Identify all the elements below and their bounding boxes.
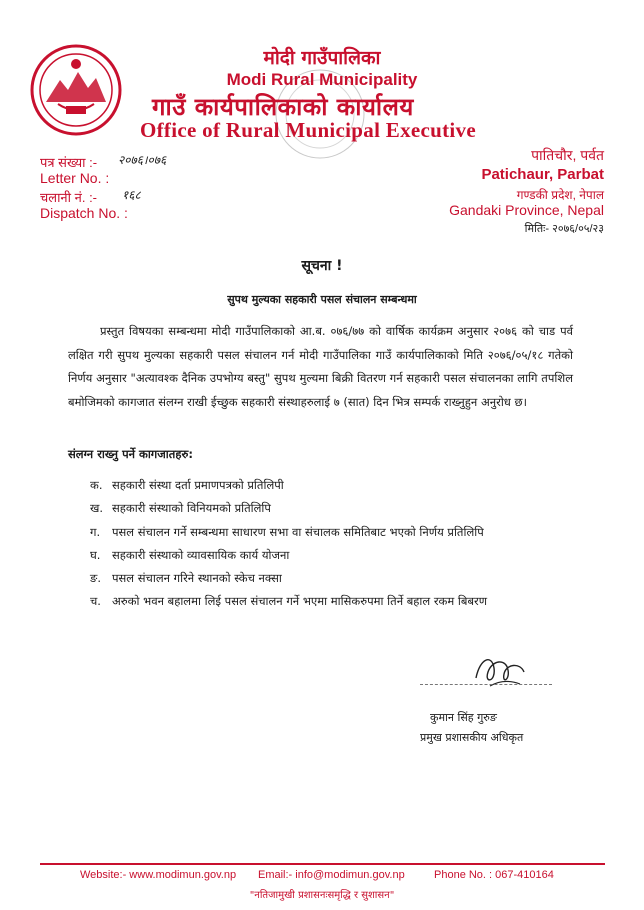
footer-divider (40, 863, 605, 865)
municipality-name-np: मोदी गाउँपालिका (263, 47, 381, 69)
list-item: ग. पसल संचालन गर्ने सम्बन्धमा साधारण सभा वा संचालक समितिबाट भएको निर्णय प्रतिलिपि (90, 524, 484, 539)
signature-line (420, 684, 552, 685)
notice-subject: सुपथ मुल्यका सहकारी पसल संचालन सम्बन्धमा (227, 293, 417, 306)
date: मितिः- २०७६/०५/२३ (524, 223, 604, 235)
place-en: Patichaur, Parbat (481, 166, 604, 183)
footer-phone: Phone No. : 067-410164 (434, 869, 554, 881)
list-item: घ. सहकारी संस्थाको व्यावसायिक कार्य योजना (90, 547, 290, 562)
signatory-title: प्रमुख प्रशासकीय अधिकृत (420, 731, 524, 744)
letter-no-value: २०७६।०७६ (118, 153, 167, 167)
list-item: ङ. पसल संचालन गरिने स्थानको स्केच नक्सा (90, 571, 282, 586)
letter-no-label-en: Letter No. : (40, 170, 110, 186)
province-en: Gandaki Province, Nepal (449, 202, 604, 218)
footer-motto: "नतिजामुखी प्रशासनःसमृद्धि र सुशासन" (249, 890, 395, 901)
list-item: क. सहकारी संस्था दर्ता प्रमाणपत्रको प्रतिलिपी (90, 478, 284, 492)
office-name-en: Office of Rural Municipal Executive (140, 118, 476, 142)
notice-title: सूचना ! (301, 258, 343, 274)
office-name-np: गाउँ कार्यपालिकाको कार्यालय (152, 93, 414, 121)
dispatch-no-label-en: Dispatch No. : (40, 205, 128, 221)
dispatch-no-value: १६८ (122, 188, 141, 202)
notice-body: प्रस्तुत विषयका सम्बन्धमा मोदी गाउँपालिकाको आ.ब. ०७६/७७ को वार्षिक कार्यक्रम अनुसार २०७६ को चाड पर्व लक्षित गरी सुपथ मुल्यका सहकारी पसल संचालन गर्न मोदी गाउँपालिका गाउँ कार्यपालिकाको मिति २०७६/०५/१८ गतेको निर्णय अनुसार "अत्यावश्क दैनिक उपभोग्य बस्तु" सुपथ मुल्यमा बिक्री वितरण गर्न सहकारी पसल संचालनका लागि तपशिल बमोजिमको कागजात संलग्न राखी ईच्छुक सहकारी संस्थाहरुलाई ७ (सात) दिन भित्र सम्पर्क राख्नुहुन अनुरोध छ। (68, 324, 573, 409)
footer-email: Email:- info@modimun.gov.np (258, 869, 405, 881)
province-np: गण्डकी प्रदेश, नेपाल (516, 188, 604, 202)
dispatch-no-label-np: चलानी नं. :- (40, 190, 98, 205)
footer-website: Website:- www.modimun.gov.np (80, 869, 237, 881)
attachments-heading: संलग्न राख्नु पर्ने कागजातहरु: (68, 447, 193, 461)
place-np: पातिचौर, पर्वत (531, 147, 604, 163)
list-item: च. अरुको भवन बहालमा लिई पसल संचालन गर्ने भएमा मासिकरुपमा तिर्ने बहाल रकम बिबरण (90, 594, 488, 609)
municipality-name-en: Modi Rural Municipality (226, 70, 418, 89)
signatory-name: कुमान सिंह गुरुङ (430, 711, 497, 724)
list-item: ख. सहकारी संस्थाको विनियमको प्रतिलिपि (90, 501, 271, 516)
signature-icon (470, 648, 530, 694)
attachments-list (90, 478, 487, 618)
letter-no-label-np: पत्र संख्या :- (40, 155, 98, 170)
